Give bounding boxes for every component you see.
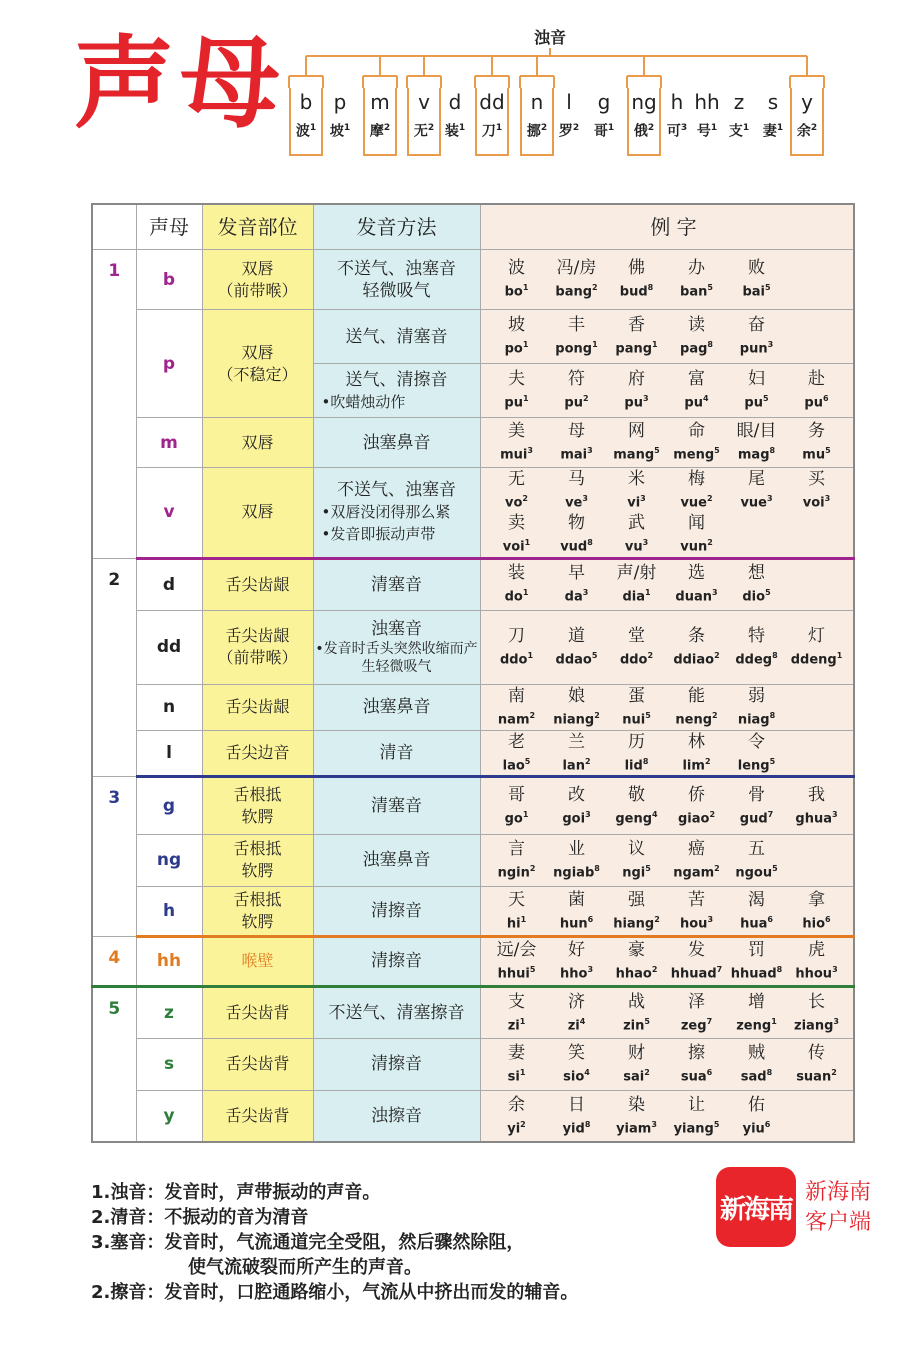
place-cell: 喉壁: [202, 936, 313, 986]
initial-strip-item-g: [587, 88, 621, 156]
place-cell: 舌尖齿龈: [202, 558, 313, 610]
examples-cell: [480, 310, 854, 364]
initial-strip-letter: p: [333, 90, 347, 114]
example-word: 历 lid$^8$: [624, 731, 649, 773]
example-word: 丰 pong$^1$: [555, 315, 598, 357]
example-word: 买 voi$^3$: [802, 469, 831, 511]
examples-cell: [480, 936, 854, 986]
method-cell: 浊擦音: [313, 1090, 480, 1142]
place-cell: 舌根抵 软腭: [202, 834, 313, 886]
example-word: 敬 geng$^4$: [615, 784, 658, 827]
example-word: 苦 hou$^3$: [679, 889, 714, 932]
initial-cell-p: p: [136, 310, 202, 418]
example-word: 夫 $pu^1$: [504, 369, 529, 411]
example-word: 癌 ngam$^2$: [673, 839, 720, 881]
example-word: 香 pang$^1$: [615, 315, 658, 357]
example-word: 战 zin$^5$: [623, 991, 650, 1034]
examples-cell: [480, 1038, 854, 1090]
example-word: 母 mai$^3$: [560, 421, 593, 463]
example-word: 长 ziang$^3$: [794, 991, 839, 1034]
example-word: 妇 $pu^5$: [744, 369, 769, 411]
example-word: 特 ddeg$^8$: [735, 625, 778, 668]
example-word: 济 $zi^4$: [567, 991, 586, 1034]
example-word: 擦 sua$^6$: [680, 1043, 713, 1085]
example-word: 罚 hhuad$^8$: [730, 940, 783, 982]
example-word: 佛 bud$^8$: [619, 258, 654, 300]
table-row: [92, 936, 854, 986]
initial-strip-letter: m: [370, 90, 390, 114]
example-word: 符 $pu^2$: [564, 369, 589, 411]
initial-strip-item-d: [438, 88, 472, 156]
initial-strip-char: 无$^2$: [413, 123, 435, 140]
table-row: [92, 684, 854, 730]
initial-strip-item-h: [660, 88, 694, 156]
example-word: 美 mui$^3$: [500, 421, 533, 463]
note-line: 2.擦音：发音时，口腔通路缩小，气流从中挤出而发的辅音。: [91, 1282, 579, 1303]
example-word: 菌 hun$^6$: [559, 889, 594, 932]
example-word: 网 mang$^5$: [613, 421, 660, 463]
example-word: 侨 giao$^2$: [677, 784, 716, 827]
example-word: 梅 vue$^2$: [680, 469, 713, 511]
example-word: 令 leng$^5$: [737, 731, 776, 773]
initial-strip-item-v: [407, 88, 441, 156]
initial-strip-letter: b: [299, 90, 313, 114]
note-line: 2.清音：不振动的音为清音: [91, 1207, 309, 1228]
logo-icon: 新海南: [716, 1167, 796, 1247]
example-word: 老 lao$^5$: [502, 731, 531, 773]
initial-strip-char: 号$^1$: [696, 123, 718, 140]
logo-line-2: 客户端: [805, 1210, 872, 1235]
examples-cell: [480, 250, 854, 310]
example-word: 物 vud$^8$: [560, 513, 593, 555]
examples-cell: [480, 364, 854, 418]
initial-cell-ng: ng: [136, 834, 202, 886]
initial-strip-letter: l: [566, 90, 572, 114]
group-number: 2: [92, 558, 136, 776]
group-number: 5: [92, 986, 136, 1142]
example-word: 改 goi$^3$: [562, 784, 591, 827]
table-row: [92, 776, 854, 834]
example-word: 日 yid$^8$: [562, 1095, 591, 1137]
example-word: 想 dio$^5$: [742, 563, 771, 605]
initial-strip-letter: h: [670, 90, 684, 114]
example-word: 支 $zi^1$: [507, 991, 526, 1034]
method-cell: 清音: [313, 730, 480, 776]
group-number: 1: [92, 250, 136, 559]
example-word: 道 ddao$^5$: [555, 625, 598, 668]
group-number: 3: [92, 776, 136, 936]
example-word: 务 $mu^5$: [802, 421, 831, 463]
method-cell: 清塞音: [313, 558, 480, 610]
initial-cell-m: m: [136, 418, 202, 468]
initial-cell-g: g: [136, 776, 202, 834]
example-word: 选 duan$^3$: [675, 563, 718, 605]
method-cell: 不送气、浊塞音 •双唇没闭得那么紧 •发音即振动声带: [313, 468, 480, 559]
page-title: 声母: [74, 25, 286, 142]
example-word: 佑 yiu$^6$: [742, 1095, 771, 1137]
initial-strip-letter: z: [733, 90, 745, 114]
initial-cell-b: b: [136, 250, 202, 310]
place-cell: 舌尖齿背: [202, 1038, 313, 1090]
example-word: 豪 hhao$^2$: [615, 940, 658, 982]
place-cell: 舌尖齿龈 （前带喉）: [202, 610, 313, 684]
initial-cell-d: d: [136, 558, 202, 610]
example-word: 妻 $si^1$: [507, 1043, 526, 1085]
table-row: [92, 986, 854, 1038]
place-cell: 舌尖齿龈: [202, 684, 313, 730]
method-cell: 不送气、浊塞音 轻微吸气: [313, 250, 480, 310]
table-row: [92, 610, 854, 684]
example-word: 议 ngi$^5$: [622, 839, 651, 881]
initial-cell-dd: dd: [136, 610, 202, 684]
example-word: 冯/房 bang$^2$: [555, 258, 598, 300]
initial-strip-item-s: [756, 88, 790, 156]
table-row: [92, 886, 854, 936]
example-word: 米 $vi^3$: [627, 469, 646, 511]
initial-strip-letter: d: [448, 90, 462, 114]
place-cell: 双唇: [202, 418, 313, 468]
example-word: 增 zeng$^1$: [736, 991, 777, 1034]
method-cell: 不送气、清塞擦音: [313, 986, 480, 1038]
examples-cell: [480, 558, 854, 610]
place-cell: 舌尖齿背: [202, 986, 313, 1038]
example-word: 读 pag$^8$: [680, 315, 713, 357]
example-word: 声/射 dia$^1$: [616, 563, 657, 605]
example-word: 让 yiang$^5$: [673, 1095, 720, 1137]
example-word: 刀 ddo$^1$: [499, 625, 534, 668]
initial-strip-char: 俄$^2$: [633, 123, 655, 140]
initial-strip-char: 支$^1$: [728, 123, 750, 140]
example-word: 染 yiam$^3$: [616, 1095, 657, 1137]
table-header-row: [92, 204, 854, 250]
example-word: 办 ban$^5$: [680, 258, 713, 300]
example-word: 天 $hi^1$: [506, 889, 527, 932]
initial-cell-hh: hh: [136, 936, 202, 986]
table-row: [92, 834, 854, 886]
place-cell: 舌根抵 软腭: [202, 776, 313, 834]
initial-cell-s: s: [136, 1038, 202, 1090]
place-cell: 舌尖齿背: [202, 1090, 313, 1142]
example-word: 言 ngin$^2$: [497, 839, 536, 881]
initial-strip-letter: n: [530, 90, 544, 114]
example-word: 强 hiang$^2$: [613, 889, 660, 932]
initial-strip-letter: y: [801, 90, 813, 114]
initial-strip-letter: hh: [694, 90, 720, 114]
initial-strip-char: 可$^3$: [666, 123, 688, 140]
method-cell: 浊塞鼻音: [313, 834, 480, 886]
examples-cell: [480, 418, 854, 468]
example-word: 传 suan$^2$: [796, 1043, 837, 1085]
table-row: [92, 730, 854, 776]
logo-line-1: 新海南: [805, 1180, 872, 1205]
initial-strip-letter: s: [767, 90, 779, 114]
method-cell: 浊塞鼻音: [313, 684, 480, 730]
initial-strip-item-n: [520, 88, 554, 156]
voiced-label: 浊音: [533, 28, 566, 47]
initial-cell-z: z: [136, 986, 202, 1038]
note-line: 1.浊音：发音时，声带振动的声音。: [91, 1182, 381, 1203]
example-word: 贼 sad$^8$: [740, 1043, 773, 1085]
example-word: 奋 pun$^3$: [739, 315, 774, 357]
example-word: 虎 hhou$^3$: [795, 940, 838, 982]
method-cell: 清擦音: [313, 1038, 480, 1090]
example-word: 渴 hua$^6$: [740, 889, 773, 932]
example-word: 尾 vue$^3$: [740, 469, 773, 511]
notes: [91, 1180, 751, 1305]
place-cell: 舌根抵 软腭: [202, 886, 313, 936]
initial-strip-char: 刀$^1$: [481, 123, 503, 140]
initial-strip-item-y: [790, 88, 824, 156]
initial-cell-y: y: [136, 1090, 202, 1142]
method-cell: 送气、清擦音 •吹蜡烛动作: [313, 364, 480, 418]
initial-strip-letter: v: [418, 90, 430, 114]
initial-strip-item-ng: [627, 88, 661, 156]
example-word: 灯 ddeng$^1$: [790, 625, 843, 668]
example-word: 条 ddiao$^2$: [673, 625, 720, 668]
example-word: 发 hhuad$^7$: [670, 940, 723, 982]
header-blank: [92, 204, 136, 250]
initial-strip-item-dd: [475, 88, 509, 156]
example-word: 蛋 nui$^5$: [622, 685, 651, 728]
group-number: 4: [92, 936, 136, 986]
initial-strip-char: 妻$^1$: [762, 123, 784, 140]
example-word: 武 $vu^3$: [624, 513, 649, 555]
example-word: 业 ngiab$^8$: [553, 839, 600, 881]
table-row: [92, 250, 854, 310]
table-row: [92, 418, 854, 468]
example-word: 波 $bo^1$: [504, 258, 529, 300]
initial-strip-letter: g: [597, 90, 611, 114]
initial-strip-char: 摩$^2$: [369, 123, 391, 140]
example-word: 能 neng$^2$: [675, 685, 718, 728]
examples-cell: [480, 1090, 854, 1142]
place-cell: 双唇 （不稳定）: [202, 310, 313, 418]
initial-strip-item-hh: [690, 88, 724, 156]
initial-strip-letter: dd: [479, 90, 505, 114]
example-word: 败 bai$^5$: [742, 258, 771, 300]
initial-strip-item-l: [552, 88, 586, 156]
initial-cell-n: n: [136, 684, 202, 730]
initial-strip-item-m: [363, 88, 397, 156]
example-word: 远/会 hhui$^5$: [496, 940, 537, 982]
place-cell: 双唇: [202, 468, 313, 559]
place-cell: 双唇 （前带喉）: [202, 250, 313, 310]
example-word: 马 $ve^3$: [565, 469, 588, 511]
example-word: 拿 hio$^6$: [802, 889, 831, 932]
examples-cell: [480, 610, 854, 684]
initial-strip-letter: ng: [631, 90, 657, 114]
table-row: [92, 1090, 854, 1142]
place-cell: 舌尖边音: [202, 730, 313, 776]
example-word: 娘 niang$^2$: [553, 685, 600, 728]
method-cell: 浊塞鼻音: [313, 418, 480, 468]
examples-cell: [480, 986, 854, 1038]
example-word: 赴 $pu^6$: [804, 369, 829, 411]
example-word: 闻 vun$^2$: [680, 513, 713, 555]
example-word: 五 ngou$^5$: [735, 839, 778, 881]
method-cell: 送气、清塞音: [313, 310, 480, 364]
table-row: [92, 468, 854, 559]
method-cell: 清擦音: [313, 886, 480, 936]
example-word: 余 $yi^2$: [507, 1095, 526, 1137]
example-word: 弱 niag$^8$: [737, 685, 776, 728]
initial-strip-char: 哥$^1$: [593, 123, 615, 140]
initial-strip-char: 坡$^1$: [329, 123, 351, 140]
examples-cell: [480, 834, 854, 886]
initial-strip-char: 波$^1$: [295, 123, 317, 140]
example-word: 卖 voi$^1$: [502, 513, 531, 555]
example-word: 笑 sio$^4$: [563, 1043, 590, 1085]
header-initial: 声母: [136, 204, 202, 250]
example-word: 无 $vo^2$: [505, 469, 528, 511]
initial-strip-char: 装$^1$: [444, 123, 466, 140]
example-word: 命 meng$^5$: [673, 421, 720, 463]
initials-table: [91, 203, 855, 1143]
example-word: 林 $\lim^2$: [682, 731, 711, 773]
examples-cell: [480, 776, 854, 834]
method-cell: 清塞音: [313, 776, 480, 834]
examples-cell: [480, 730, 854, 776]
example-word: 泽 zeg$^7$: [680, 991, 713, 1034]
examples-cell: [480, 468, 854, 559]
table-row: [92, 1038, 854, 1090]
example-word: 南 nam$^2$: [497, 685, 536, 728]
example-word: 早 $da^3$: [564, 563, 589, 605]
method-cell: 浊塞音 •发音时舌头突然收缩而产生轻微吸气: [313, 610, 480, 684]
initial-strip-char: 余$^2$: [796, 123, 818, 140]
note-line: 使气流破裂而所产生的声音。: [188, 1257, 422, 1278]
initial-strip-char: 罗$^2$: [558, 123, 580, 140]
example-word: 眼/目 mag$^8$: [736, 421, 777, 463]
example-word: 富 $pu^4$: [684, 369, 709, 411]
initial-strip-char: 挪$^2$: [526, 123, 548, 140]
example-word: 坡 $po^1$: [504, 315, 529, 357]
example-word: 骨 gud$^7$: [739, 784, 774, 827]
initial-strip-item-b: [289, 88, 323, 156]
example-word: 我 ghua$^3$: [795, 784, 838, 827]
header-method: 发音方法: [313, 204, 480, 250]
example-word: 装 $do^1$: [504, 563, 529, 605]
examples-cell: [480, 684, 854, 730]
table-row: [92, 558, 854, 610]
table-row: [92, 310, 854, 364]
example-word: 府 $pu^3$: [624, 369, 649, 411]
note-line: 3.塞音：发音时，气流通道完全受阻，然后骤然除阻，: [91, 1232, 525, 1253]
header-examples: 例 字: [480, 204, 854, 250]
header-place: 发音部位: [202, 204, 313, 250]
example-word: 财 sai$^2$: [623, 1043, 650, 1085]
example-word: 兰 lan$^2$: [562, 731, 591, 773]
initial-cell-l: l: [136, 730, 202, 776]
initial-strip-item-z: [722, 88, 756, 156]
examples-cell: [480, 886, 854, 936]
initial-strip-item-p: [323, 88, 357, 156]
example-word: 好 hho$^3$: [559, 940, 594, 982]
method-cell: 清擦音: [313, 936, 480, 986]
example-word: 堂 ddo$^2$: [619, 625, 654, 668]
initial-cell-v: v: [136, 468, 202, 559]
initial-cell-h: h: [136, 886, 202, 936]
logo-text: [805, 1178, 871, 1238]
example-word: 哥 $go^1$: [504, 784, 529, 827]
